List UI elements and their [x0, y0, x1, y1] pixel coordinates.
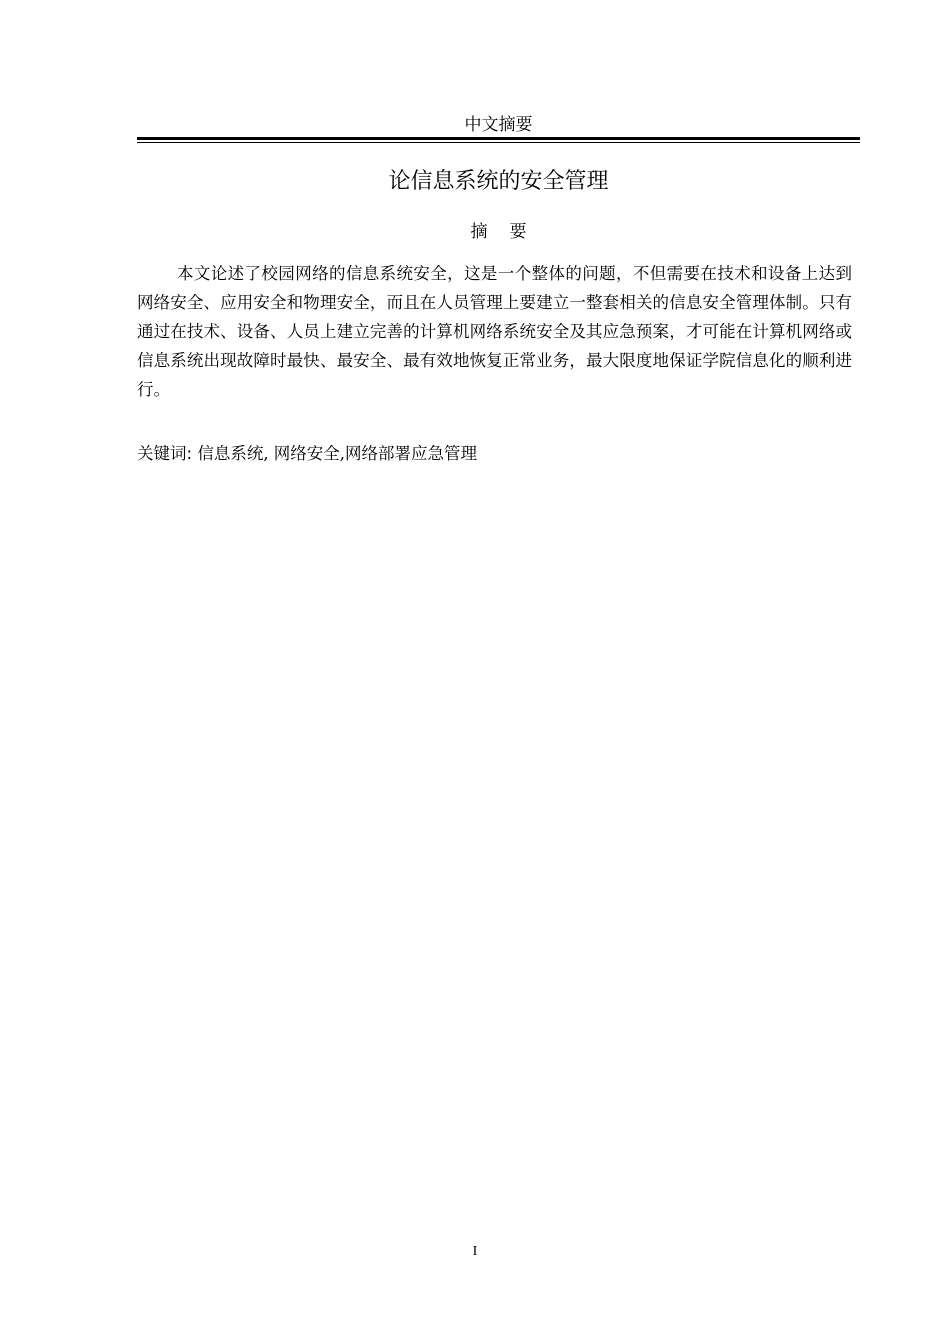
keywords-label: 关键词: [137, 444, 193, 463]
page-number: I [472, 1244, 478, 1259]
abstract-heading: 摘要 [470, 222, 549, 242]
header-rule-thick [137, 137, 860, 140]
header-rule-thin [137, 142, 860, 143]
keywords-line [137, 442, 477, 466]
running-header: 中文摘要 [464, 115, 533, 135]
keywords-value: 信息系统, 网络安全,网络部署应急管理 [197, 444, 478, 463]
abstract-body: 本文论述了校园网络的信息系统安全，这是一个整体的问题，不但需要在技术和设备上达到网络安全、应用安全和物理安全，而且在人员管理上要建立一整套相关的信息安全管理体制。只有通过在技术、设备、人员上建立完善的计算机网络系统安全及其应急预案，才可能在计算机网络或信息系统出现故障时最快、最安全、最有效地恢复正常业务，最大限度地保证学院信息化的顺利进行。 [137, 264, 852, 399]
document-title: 论信息系统的安全管理 [388, 169, 609, 194]
